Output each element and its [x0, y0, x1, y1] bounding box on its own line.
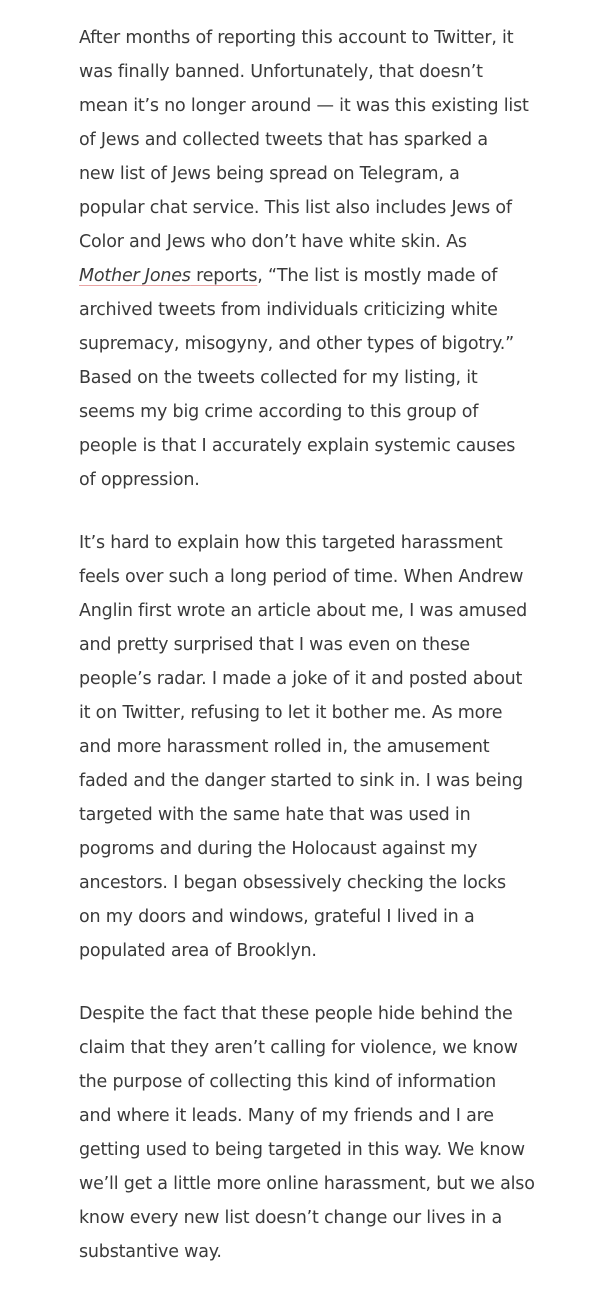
text-line: faded and the danger started to sink in. I was being [79, 771, 523, 791]
article-body [79, 21, 549, 1298]
paragraph-2 [79, 526, 549, 968]
text-line: feels over such a long period of time. When Andrew [79, 567, 524, 587]
text-line: of oppression. [79, 470, 200, 490]
text-line: and pretty surprised that I was even on these [79, 635, 470, 655]
text-line: and where it leads. Many of my friends and I are [79, 1106, 494, 1126]
text-line: substantive way. [79, 1242, 222, 1262]
text-line: claim that they aren’t calling for violence, we know [79, 1038, 518, 1058]
quote-intro: , “The list is mostly made of [257, 266, 498, 286]
link-label: reports [190, 266, 258, 286]
text-line: pogroms and during the Holocaust against my [79, 839, 478, 859]
text-line: Based on the tweets collected for my listing, it [79, 368, 478, 388]
text-line: supremacy, misogyny, and other types of bigotry.” [79, 334, 514, 354]
text-line: people is that I accurately explain systemic causes [79, 436, 516, 456]
text-line: people’s radar. I made a joke of it and posted about [79, 669, 523, 689]
text-line: new list of Jews being spread on Telegram, a [79, 164, 460, 184]
text-line: It’s hard to explain how this targeted harassment [79, 533, 503, 553]
text-line: know every new list doesn’t change our lives in a [79, 1208, 503, 1228]
text-line: seems my big crime according to this group of [79, 402, 479, 422]
text-line: of Jews and collected tweets that has sparked a [79, 130, 488, 150]
text-line: we’ll get a little more online harassment, but we also [79, 1174, 535, 1194]
text-line: it on Twitter, refusing to let it bother me. As more [79, 703, 503, 723]
link-publication-name: Mother Jones [79, 266, 191, 286]
text-line: mean it’s no longer around — it was this existing list [79, 96, 529, 116]
text-line: After months of reporting this account to Twitter, it [79, 28, 514, 48]
text-line: populated area of Brooklyn. [79, 941, 317, 961]
text-line: and more harassment rolled in, the amusement [79, 737, 490, 757]
text-line: ancestors. I began obsessively checking the locks [79, 873, 506, 893]
text-line: Despite the fact that these people hide behind the [79, 1004, 513, 1024]
text-line: Anglin first wrote an article about me, I was amused [79, 601, 528, 621]
text-line: the purpose of collecting this kind of information [79, 1072, 496, 1092]
text-line: on my doors and windows, grateful I lived in a [79, 907, 475, 927]
text-line: was finally banned. Unfortunately, that doesn’t [79, 62, 483, 82]
text-line: Color and Jews who don’t have white skin. As [79, 232, 467, 252]
paragraph-3 [79, 997, 549, 1269]
mother-jones-reports-link[interactable] [79, 266, 257, 286]
text-line-with-link [79, 259, 549, 293]
text-line: popular chat service. This list also includes Jews of [79, 198, 512, 218]
text-line: getting used to being targeted in this way. We know [79, 1140, 525, 1160]
paragraph-1 [79, 21, 549, 497]
text-line: archived tweets from individuals criticizing white [79, 300, 498, 320]
text-line: targeted with the same hate that was used in [79, 805, 471, 825]
